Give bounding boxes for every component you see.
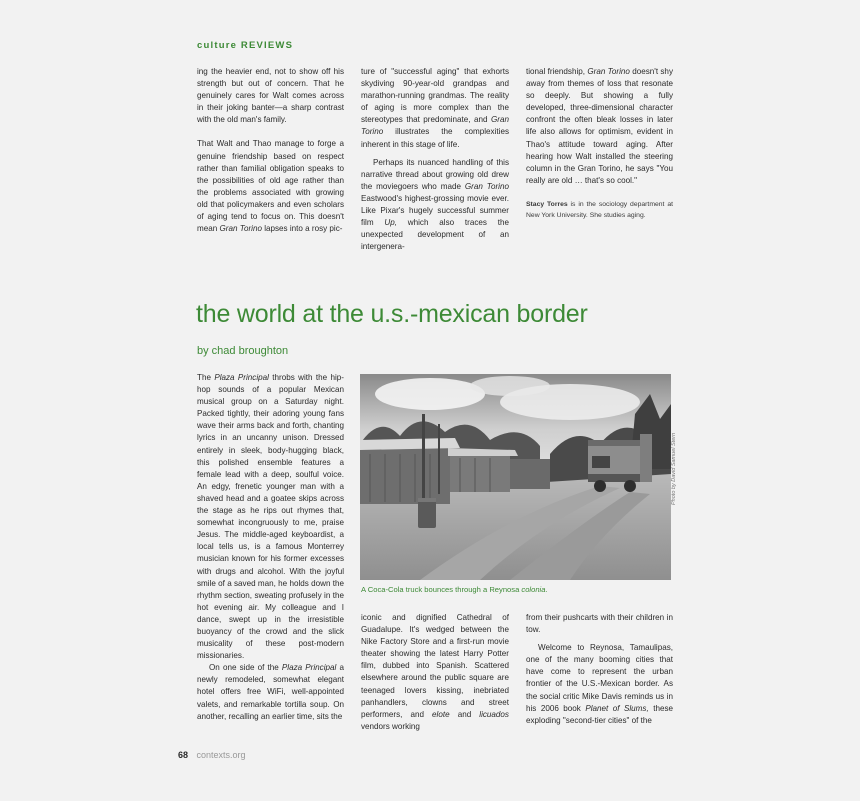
article-paragraph: The Plaza Principal throbs with the hip-hop sounds of a popular Mexican musical group on a Saturday night. Packed tightly, their adoring young fans wave their arms back and forth, chanting lyrics in an uncanny unison. Dressed entirely in sleek, body-hugging black, this polished ensemble features a female lead with a deep, soulful voice. An edgy, frenetic younger man with a shaved head and a goatee skips across the stage as he rips out rhymes that, somewhat incongruously to me, praise Jesus. The middle-aged keyboardist, a local tells us, is a famous Monterrey musician known for his former excesses with drugs and alcohol. With the joyful smile of a saved man, he holds down the rhythm section, sweating profusely in the hot evening air. My colleague and I dance, swept up in the irresistible buoyancy of the crowd and the slick musicality of these post-modern missionaries. [197, 373, 344, 661]
review-paragraph: Perhaps its nuanced handling of this narrative thread about growing old drew the moviegoers who made Gran Torino Eastwood's highest-grossing movie ever. Like Pixar's hugely successful summer film Up, which also traces the unexpected development of an intergenera- [361, 157, 510, 252]
author-bio: Stacy Torres is in the sociology department at New York University. She studies aging. [526, 200, 673, 219]
article-title: the world at the u.s.-mexican border [196, 300, 588, 328]
article-column-3 [526, 612, 673, 727]
review-paragraph: ture of "successful aging" that exhorts skydiving 90-year-old grandpas and marathon-running grandmas. The reality of aging is more complex than the stereotypes that predominate, and Gran Torino illustrates the complexities inherent in this stage of life. [361, 67, 509, 149]
section-sub: REVIEWS [240, 40, 294, 51]
article-paragraph: Welcome to Reynosa, Tamaulipas, one of the many booming cities that have come to represent the urban frontier of the U.S.-Mexican border. As the social critic Mike Davis reminds us in his 2006 book Planet of Slums, these exploding "second-tier cities" of the [526, 643, 673, 725]
review-column-1 [197, 66, 344, 235]
review-paragraph: That Walt and Thao manage to forge a genuine friendship based on respect rather than familial obligation speaks to the possibilities of old age rather than the problems associated with growing old that policymakers and even scholars of aging tend to focus on. This doesn't mean Gran Torino lapses into a rosy pic- [197, 139, 344, 234]
section-name: culture [197, 40, 238, 51]
article-paragraph: iconic and dignified Cathedral of Guadalupe. It's wedged between the Nike Factory Store and a first-run movie theater showing the latest Harry Potter film, dubbed into Spanish. Scattered elsewhere around the public square are teenaged lovers kissing, inebriated panhandlers, clowns and street performers, and elote and licuados vendors working [361, 613, 509, 731]
article-byline: by chad broughton [197, 345, 289, 357]
site-link[interactable]: contexts.org [196, 750, 246, 760]
review-paragraph: ing the heavier end, not to show off his strength but out of concern. That he genuinely cares for Walt comes across in their joking banter—a sharp contrast with the old man's family. [197, 67, 344, 125]
section-label [197, 40, 293, 51]
author-name: Stacy Torres [526, 200, 568, 208]
photo-credit: Photo by David Samuel Stern [671, 432, 677, 505]
photo-illustration [360, 374, 671, 580]
page-number: 68 [178, 750, 189, 760]
article-photo [360, 374, 671, 580]
page-footer [178, 750, 246, 760]
article-column-1 [197, 372, 344, 723]
review-paragraph: tional friendship, Gran Torino doesn't shy away from themes of loss that resonate so deeply. But showing a fully developed, three-dimensional character confront the often bleak losses in later life also allows for optimism, evident in Thao's attitude toward aging. After hearing how Walt installed the steering column in the Gran Torino, he says "You really are old … that's so cool." [526, 67, 673, 185]
article-paragraph: from their pushcarts with their children in tow. [526, 613, 673, 635]
review-column-2 [361, 66, 509, 253]
review-column-3 [526, 66, 673, 233]
photo-caption: A Coca-Cola truck bounces through a Reynosa colonia. [361, 585, 548, 594]
article-paragraph: On one side of the Plaza Principal a newly remodeled, somewhat elegant hotel offers free WiFi, well-appointed valets, and remarkable tortilla soup. On another, recalling an earlier time, sits the [197, 663, 344, 721]
article-column-2 [361, 612, 509, 733]
